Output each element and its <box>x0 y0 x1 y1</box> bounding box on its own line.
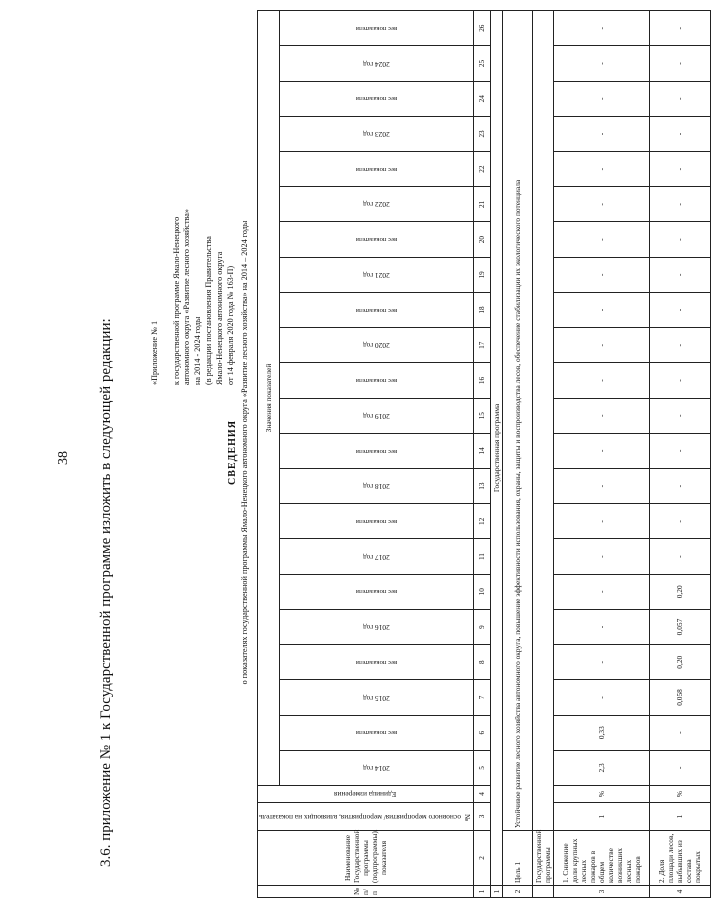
header-weight: вес показателя <box>279 433 473 468</box>
goal-label: Цель 1 <box>502 831 532 886</box>
value-cell: - <box>649 152 710 187</box>
header-unit <box>258 786 474 803</box>
header-name: Наименование Государственной программы (подпрограммы), показателя <box>258 831 474 886</box>
value-cell: - <box>553 680 649 715</box>
appendix-line: к государственной программе Ямало-Ненецкого <box>171 216 181 385</box>
header-year: 2014 год <box>279 750 473 785</box>
program-row-text: Государственная программа <box>490 11 502 886</box>
goal-row <box>502 11 532 898</box>
value-cell: - <box>553 363 649 398</box>
value-cell: - <box>553 539 649 574</box>
value-cell: 0,20 <box>649 574 710 609</box>
value-cell: - <box>553 469 649 504</box>
row-num: 2 <box>502 886 532 898</box>
row-num: 3 <box>553 886 649 898</box>
header-year: 2015 год <box>279 680 473 715</box>
header-event-no <box>258 803 474 831</box>
goal-text: Устойчивое развитие лесного хозяйства автономного округа, повышение эффективности использования, охраны, защиты и воспроизводства лесов, обеспечение стабилизации их экологического потенциала <box>502 11 532 831</box>
value-cell: - <box>649 222 710 257</box>
unit: % <box>649 786 710 803</box>
value-cell: 0,058 <box>649 680 710 715</box>
value-cell: - <box>553 328 649 363</box>
value-cell: - <box>649 328 710 363</box>
value-cell: - <box>553 11 649 46</box>
value-cell: - <box>649 257 710 292</box>
header-num: № п/п <box>258 886 474 898</box>
value-cell: - <box>649 116 710 151</box>
row-num <box>532 886 553 898</box>
header-year: 2016 год <box>279 609 473 644</box>
header-year: 2017 год <box>279 539 473 574</box>
header-event-no-text: № основного мероприятия/ мероприятия, влияющих на показатель <box>259 812 472 822</box>
table-row <box>553 11 649 898</box>
header-year: 2020 год <box>279 328 473 363</box>
value-cell: 0,20 <box>649 645 710 680</box>
indicators-table <box>257 10 711 898</box>
value-cell: 2,3 <box>553 750 649 785</box>
header-year: 2018 год <box>279 469 473 504</box>
header-weight: вес показателя <box>279 645 473 680</box>
value-cell: - <box>553 222 649 257</box>
header-weight: вес показателя <box>279 363 473 398</box>
header-year: 2019 год <box>279 398 473 433</box>
column-number-row: 1 2 3 4 5 6 7 8 9 10 11 12 13 14 15 16 17 18 19 20 21 22 23 24 25 26 <box>473 11 490 898</box>
value-cell: - <box>553 46 649 81</box>
section-row <box>532 11 553 898</box>
value-cell: - <box>553 645 649 680</box>
value-cell: - <box>649 81 710 116</box>
table-row <box>649 11 710 898</box>
indicator-name: 2. Доля площади лесов, выбывших из состава покрытых <box>649 831 710 886</box>
page-heading: 3.6. приложение № 1 к Государственной программе изложить в следующей редакции: <box>98 318 114 867</box>
value-cell: - <box>553 292 649 327</box>
header-weight: вес показателя <box>279 81 473 116</box>
value-cell: - <box>649 750 710 785</box>
event-no: 1 <box>649 803 710 831</box>
header-values-group: Значения показателей <box>258 11 280 786</box>
appendix-line: автономного округа «Развитие лесного хозяйства» <box>182 208 192 385</box>
value-cell: - <box>649 433 710 468</box>
value-cell: - <box>553 152 649 187</box>
value-cell: - <box>649 715 710 750</box>
value-cell: - <box>553 433 649 468</box>
appendix-line: на 2014 - 2024 годы <box>193 316 203 385</box>
appendix-line <box>161 55 172 385</box>
header-year: 2024 год <box>279 46 473 81</box>
value-cell: - <box>553 116 649 151</box>
appendix-line: «Приложение № 1 <box>150 320 159 385</box>
header-weight: вес показателя <box>279 222 473 257</box>
value-cell: 0,057 <box>649 609 710 644</box>
value-cell: - <box>649 11 710 46</box>
event-no: 1 <box>553 803 649 831</box>
header-unit-text: Единица измерения <box>334 790 397 800</box>
page-number: 38 <box>56 451 71 465</box>
header-year: 2022 год <box>279 187 473 222</box>
value-cell: 0,33 <box>553 715 649 750</box>
value-cell: - <box>649 504 710 539</box>
header-weight: вес показателя <box>279 152 473 187</box>
appendix-line: (в редакции постановления Правительства <box>203 236 213 385</box>
value-cell: - <box>649 398 710 433</box>
value-cell: - <box>649 539 710 574</box>
appendix-line: от 14 февраля 2020 года № 163-П) <box>225 265 235 385</box>
appendix-block <box>150 55 236 385</box>
header-weight: вес показателя <box>279 574 473 609</box>
value-cell: - <box>553 81 649 116</box>
row-num: 1 <box>490 886 502 898</box>
svedenia-subtitle: о показателях государственной программы Ямало-Ненецкого автономного округа «Развитие лесного хозяйства» на 2014 – 2024 годы <box>240 220 249 685</box>
value-cell: - <box>553 504 649 539</box>
appendix-line: Ямало-Ненецкого автономного округа <box>214 251 224 385</box>
svedenia-title: СВЕДЕНИЯ <box>227 420 238 485</box>
header-year: 2021 год <box>279 257 473 292</box>
value-cell: - <box>553 187 649 222</box>
indicator-name: 1. Снижение доли крупных лесных пожаров в общем количестве возникших лесных пожаров <box>553 831 649 886</box>
value-cell: - <box>649 187 710 222</box>
header-weight: вес показателя <box>279 504 473 539</box>
header-weight: вес показателя <box>279 715 473 750</box>
section-text: Государственной программы <box>532 831 553 886</box>
value-cell: - <box>649 292 710 327</box>
value-cell: - <box>649 469 710 504</box>
value-cell: - <box>553 574 649 609</box>
row-num: 4 <box>649 886 710 898</box>
value-cell: - <box>553 609 649 644</box>
value-cell: - <box>649 46 710 81</box>
value-cell: - <box>553 257 649 292</box>
value-cell: - <box>553 398 649 433</box>
header-year: 2023 год <box>279 116 473 151</box>
header-weight: вес показателя <box>279 11 473 46</box>
value-cell: - <box>649 363 710 398</box>
header-weight: вес показателя <box>279 292 473 327</box>
program-row <box>490 11 502 898</box>
unit: % <box>553 786 649 803</box>
